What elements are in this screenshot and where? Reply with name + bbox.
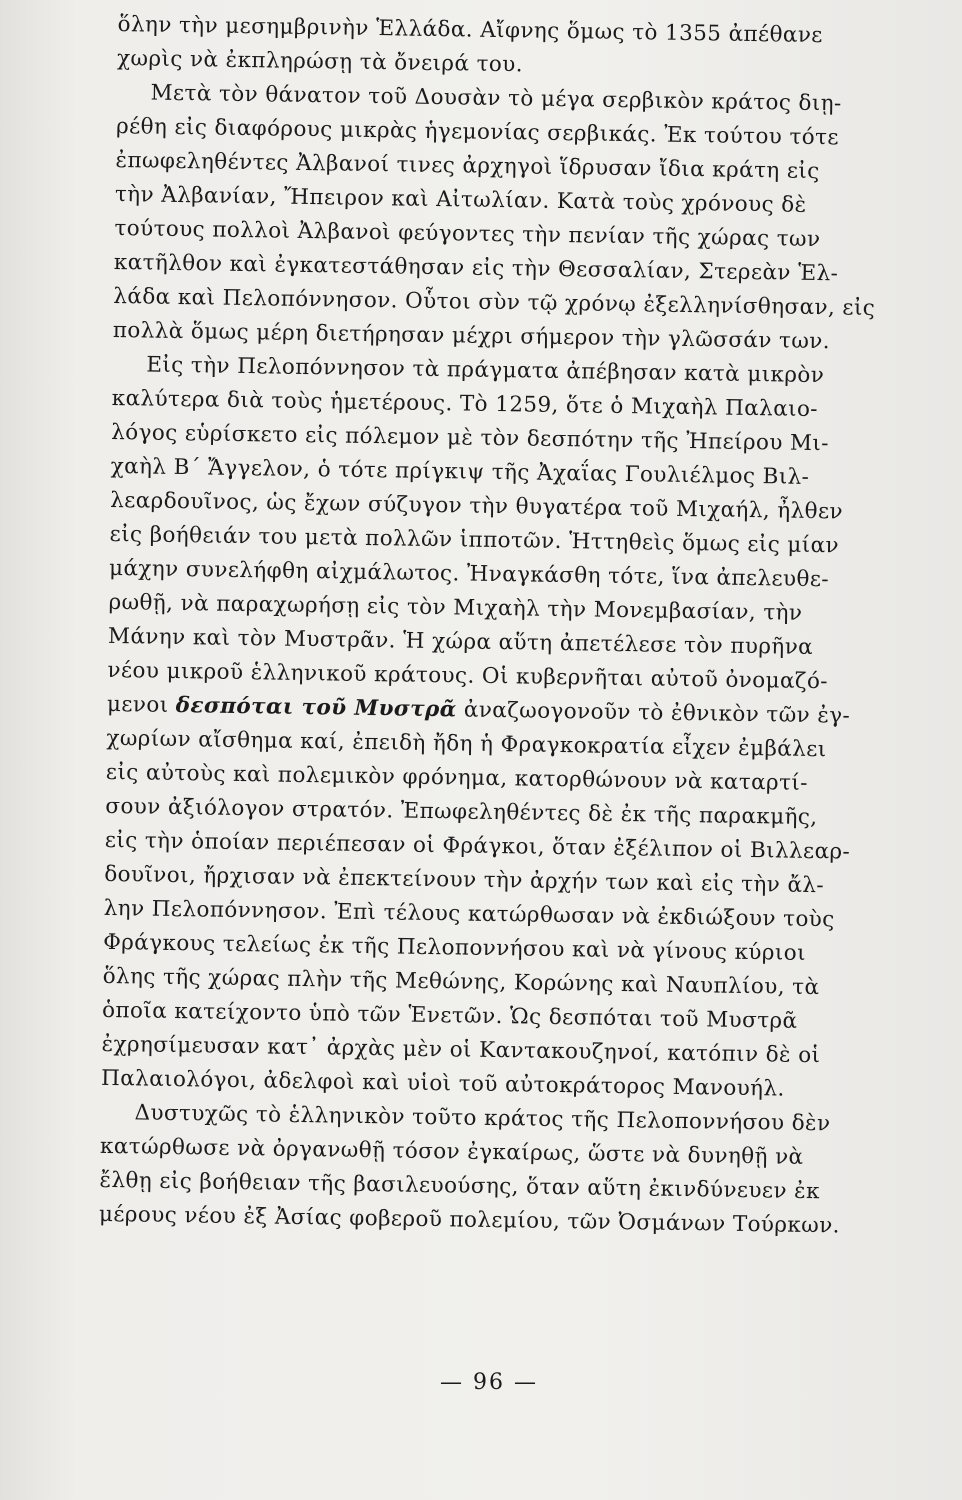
text-line: Μετὰ τὸν θάνατον τοῦ Δουσὰν τὸ μέγα σερβικὸν κράτος διῃ- xyxy=(150,80,842,117)
text-line: ὅλης τῆς χώρας πλὴν τῆς Μεθώνης, Κορώνης καὶ Ναυπλίου, τὰ xyxy=(102,963,820,1001)
text-line: μάχην συνελήφθη αἰχμάλωτος. Ἠναγκάσθη τότε, ἵνα ἀπελευθε- xyxy=(108,555,830,593)
text-line: λην Πελοπόννησον. Ἐπὶ τέλους κατώρθωσαν νὰ ἐκδιώξουν τοὺς xyxy=(103,895,835,933)
text-line: πολλὰ ὅμως μέρη διετήρησαν μέχρι σήμερον τὴν γλῶσσάν των. xyxy=(112,317,831,355)
text-line: μέρους νέου ἐξ Ἀσίας φοβεροῦ πολεμίου, τῶν Ὀσμάνων Τούρκων. xyxy=(98,1201,841,1239)
text-line: ὅλην τὴν μεσημβρινὴν Ἑλλάδα. Αἴφνης ὅμως τὸ 1355 ἀπέθανε xyxy=(117,11,824,49)
text-line: Φράγκους τελείως ἐκ τῆς Πελοποννήσου καὶ νὰ γίνους κύριοι xyxy=(103,929,807,966)
text-line: ἔλθῃ εἰς βοήθειαν τῆς βασιλευούσης, ὅταν αὕτη ἐκινδύνευεν ἐκ xyxy=(99,1167,821,1205)
text-line: χαὴλ Β΄ Ἄγγελον, ὁ τότε πρίγκιψ τῆς Ἀχαΐας Γουλιέλμος Βιλ- xyxy=(110,453,810,490)
text-line: κατῆλθον καὶ ἐγκατεστάθησαν εἰς τὴν Θεσσαλίαν, Στερεὰν Ἑλ- xyxy=(113,249,839,287)
text-line: κατώρθωσε νὰ ὀργανωθῇ τόσον ἐγκαίρως, ὥστε νὰ δυνηθῇ νὰ xyxy=(99,1133,804,1170)
text-line: ὁποῖα κατείχοντο ὑπὸ τῶν Ἑνετῶν. Ὡς δεσπόται τοῦ Μυστρᾶ xyxy=(101,997,798,1034)
text-line: ρωθῇ, νὰ παραχωρήσῃ εἰς τὸν Μιχαὴλ τὴν Μονεμβασίαν, τὴν xyxy=(108,589,803,626)
text-line: χωρὶς νὰ ἐκπληρώσῃ τὰ ὄνειρά του. xyxy=(116,45,524,78)
text-line: εἰς αὐτοὺς καὶ πολεμικὸν φρόνημα, κατορθώνουν νὰ καταρτί- xyxy=(105,759,809,796)
text-line: σουν ἀξιόλογον στρατόν. Ἐπωφεληθέντες δὲ ἐκ τῆς παρακμῆς, xyxy=(105,793,818,831)
text-line: Παλαιολόγοι, ἀδελφοὶ καὶ υἱοὶ τοῦ αὐτοκράτορος Μανουήλ. xyxy=(100,1065,785,1102)
text-line: τὴν Ἀλβανίαν, Ἤπειρον καὶ Αἰτωλίαν. Κατὰ τοὺς χρόνους δὲ xyxy=(114,181,807,218)
text-line: δουῖνοι, ἤρχισαν νὰ ἐπεκτείνουν τὴν ἀρχήν των καὶ εἰς τὴν ἄλ- xyxy=(104,861,825,899)
text-line: Δυστυχῶς τὸ ἑλληνικὸν τοῦτο κράτος τῆς Πελοποννήσου δὲν xyxy=(134,1100,831,1137)
emphasized-term: δεσπόται τοῦ Μυστρᾶ xyxy=(175,692,457,723)
text-line: καλύτερα διὰ τοὺς ἡμετέρους. Τὸ 1259, ὅτε ὁ Μιχαὴλ Παλαιο- xyxy=(111,385,819,423)
text-line: χωρίων αἴσθημα καί, ἐπειδὴ ἤδη ἡ Φραγκοκρατία εἶχεν ἐμβάλει xyxy=(106,725,827,763)
text-line: λάδα καὶ Πελοπόννησον. Οὗτοι σὺν τῷ χρόνῳ ἐξελληνίσθησαν, εἰς xyxy=(113,283,876,321)
text-line: εἰς τὴν ὁποίαν περιέπεσαν οἱ Φράγκοι, ὅταν ἐξέλιπον οἱ Βιλλεαρ- xyxy=(104,827,851,865)
text-line: λόγος εὑρίσκετο εἰς πόλεμον μὲ τὸν δεσπότην τῆς Ἠπείρου Μι- xyxy=(111,419,830,457)
text-segment: μενοι xyxy=(106,691,176,718)
text-line: εἰς βοήθειάν του μετὰ πολλῶν ἱπποτῶν. Ἡττηθεὶς ὅμως εἰς μίαν xyxy=(109,521,840,559)
text-line: Εἰς τὴν Πελοπόννησον τὰ πράγματα ἀπέβησαν κατὰ μικρὸν xyxy=(146,352,825,389)
text-line: νέου μικροῦ ἑλληνικοῦ κράτους. Οἱ κυβερνῆται αὐτοῦ ὀνομαζό- xyxy=(107,657,829,695)
page-number: — 96 — xyxy=(440,1370,538,1395)
text-line: τούτους πολλοὶ Ἀλβανοὶ φεύγοντες τὴν πενίαν τῆς χώρας των xyxy=(114,215,821,253)
text-line: ἐπωφεληθέντες Ἀλβανοί τινες ἀρχηγοὶ ἵδρυσαν ἴδια κράτη εἰς xyxy=(115,147,820,185)
text-line: Μάνην καὶ τὸν Μυστρᾶν. Ἡ χώρα αὕτη ἀπετέλεσε τὸν πυρῆνα xyxy=(107,623,814,660)
text-line: ἐχρησίμευσαν κατ᾽ ἀρχὰς μὲν οἱ Καντακουζηνοί, κατόπιν δὲ οἱ xyxy=(101,1031,821,1069)
text-line: ρέθη εἰς διαφόρους μικρὰς ἡγεμονίας σερβικάς. Ἐκ τούτου τότε xyxy=(115,113,840,151)
text-line-emphasis xyxy=(106,691,851,729)
text-line: λεαρδουῖνος, ὡς ἔχων σύζυγον τὴν θυγατέρα τοῦ Μιχαήλ, ἦλθεν xyxy=(109,487,844,525)
body-text xyxy=(98,2,936,1239)
text-segment: ἀναζωογονοῦν τὸ ἐθνικὸν τῶν ἐγ- xyxy=(456,697,851,729)
